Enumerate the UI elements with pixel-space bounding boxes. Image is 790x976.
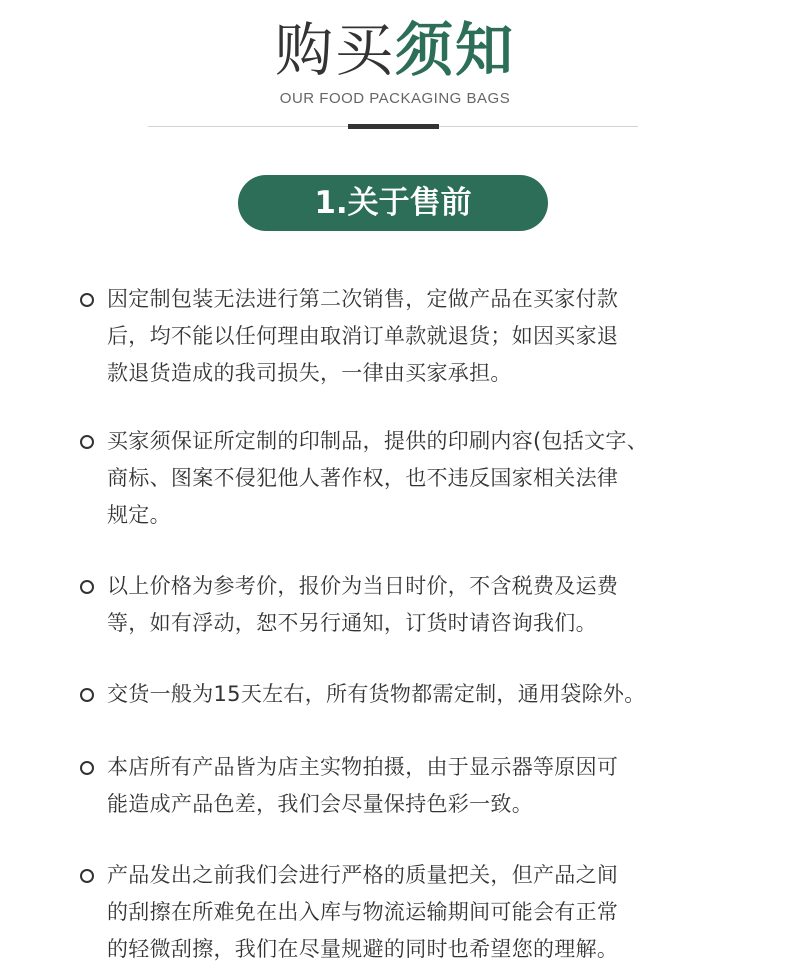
notice-line: 的刮擦在所难免在出入库与物流运输期间可能会有正常 [107,900,619,924]
notice-line: 因定制包装无法进行第二次销售，定做产品在买家付款 [107,287,619,311]
notice-line: 买家须保证所定制的印制品，提供的印刷内容(包括文字、 [107,429,648,453]
circle-bullet-icon [80,869,94,883]
circle-bullet-icon [80,580,94,594]
page-subtitle: OUR FOOD PACKAGING BAGS [279,90,511,107]
section-heading-pre-sale: 1.关于售前 [238,175,548,231]
notice-line: 产品发出之前我们会进行严格的质量把关，但产品之间 [107,863,619,887]
notice-line: 交货一般为15天左右，所有货物都需定制，通用袋除外。 [107,682,646,706]
notice-line: 商标、图案不侵犯他人著作权，也不违反国家相关法律 [107,466,619,490]
page-title [0,14,790,86]
notice-line: 以上价格为参考价，报价为当日时价，不含税费及运费 [107,574,619,598]
circle-bullet-icon [80,688,94,702]
notice-line: 的轻微刮擦，我们在尽量规避的同时也希望您的理解。 [107,937,619,961]
notice-line: 能造成产品色差，我们会尽量保持色彩一致。 [107,792,533,816]
notice-line: 等，如有浮动，恕不另行通知，订货时请咨询我们。 [107,611,597,635]
notice-line: 本店所有产品皆为店主实物拍摄，由于显示器等原因可 [107,755,619,779]
header-divider-accent [348,124,439,129]
circle-bullet-icon [80,293,94,307]
title-part-notice: 须知 [395,16,516,84]
title-part-purchase: 购买 [274,16,395,84]
notice-line: 后，均不能以任何理由取消订单款就退货；如因买家退 [107,324,619,348]
circle-bullet-icon [80,761,94,775]
notice-line: 款退货造成的我司损失，一律由买家承担。 [107,361,512,385]
circle-bullet-icon [80,435,94,449]
notice-line: 规定。 [107,503,171,527]
